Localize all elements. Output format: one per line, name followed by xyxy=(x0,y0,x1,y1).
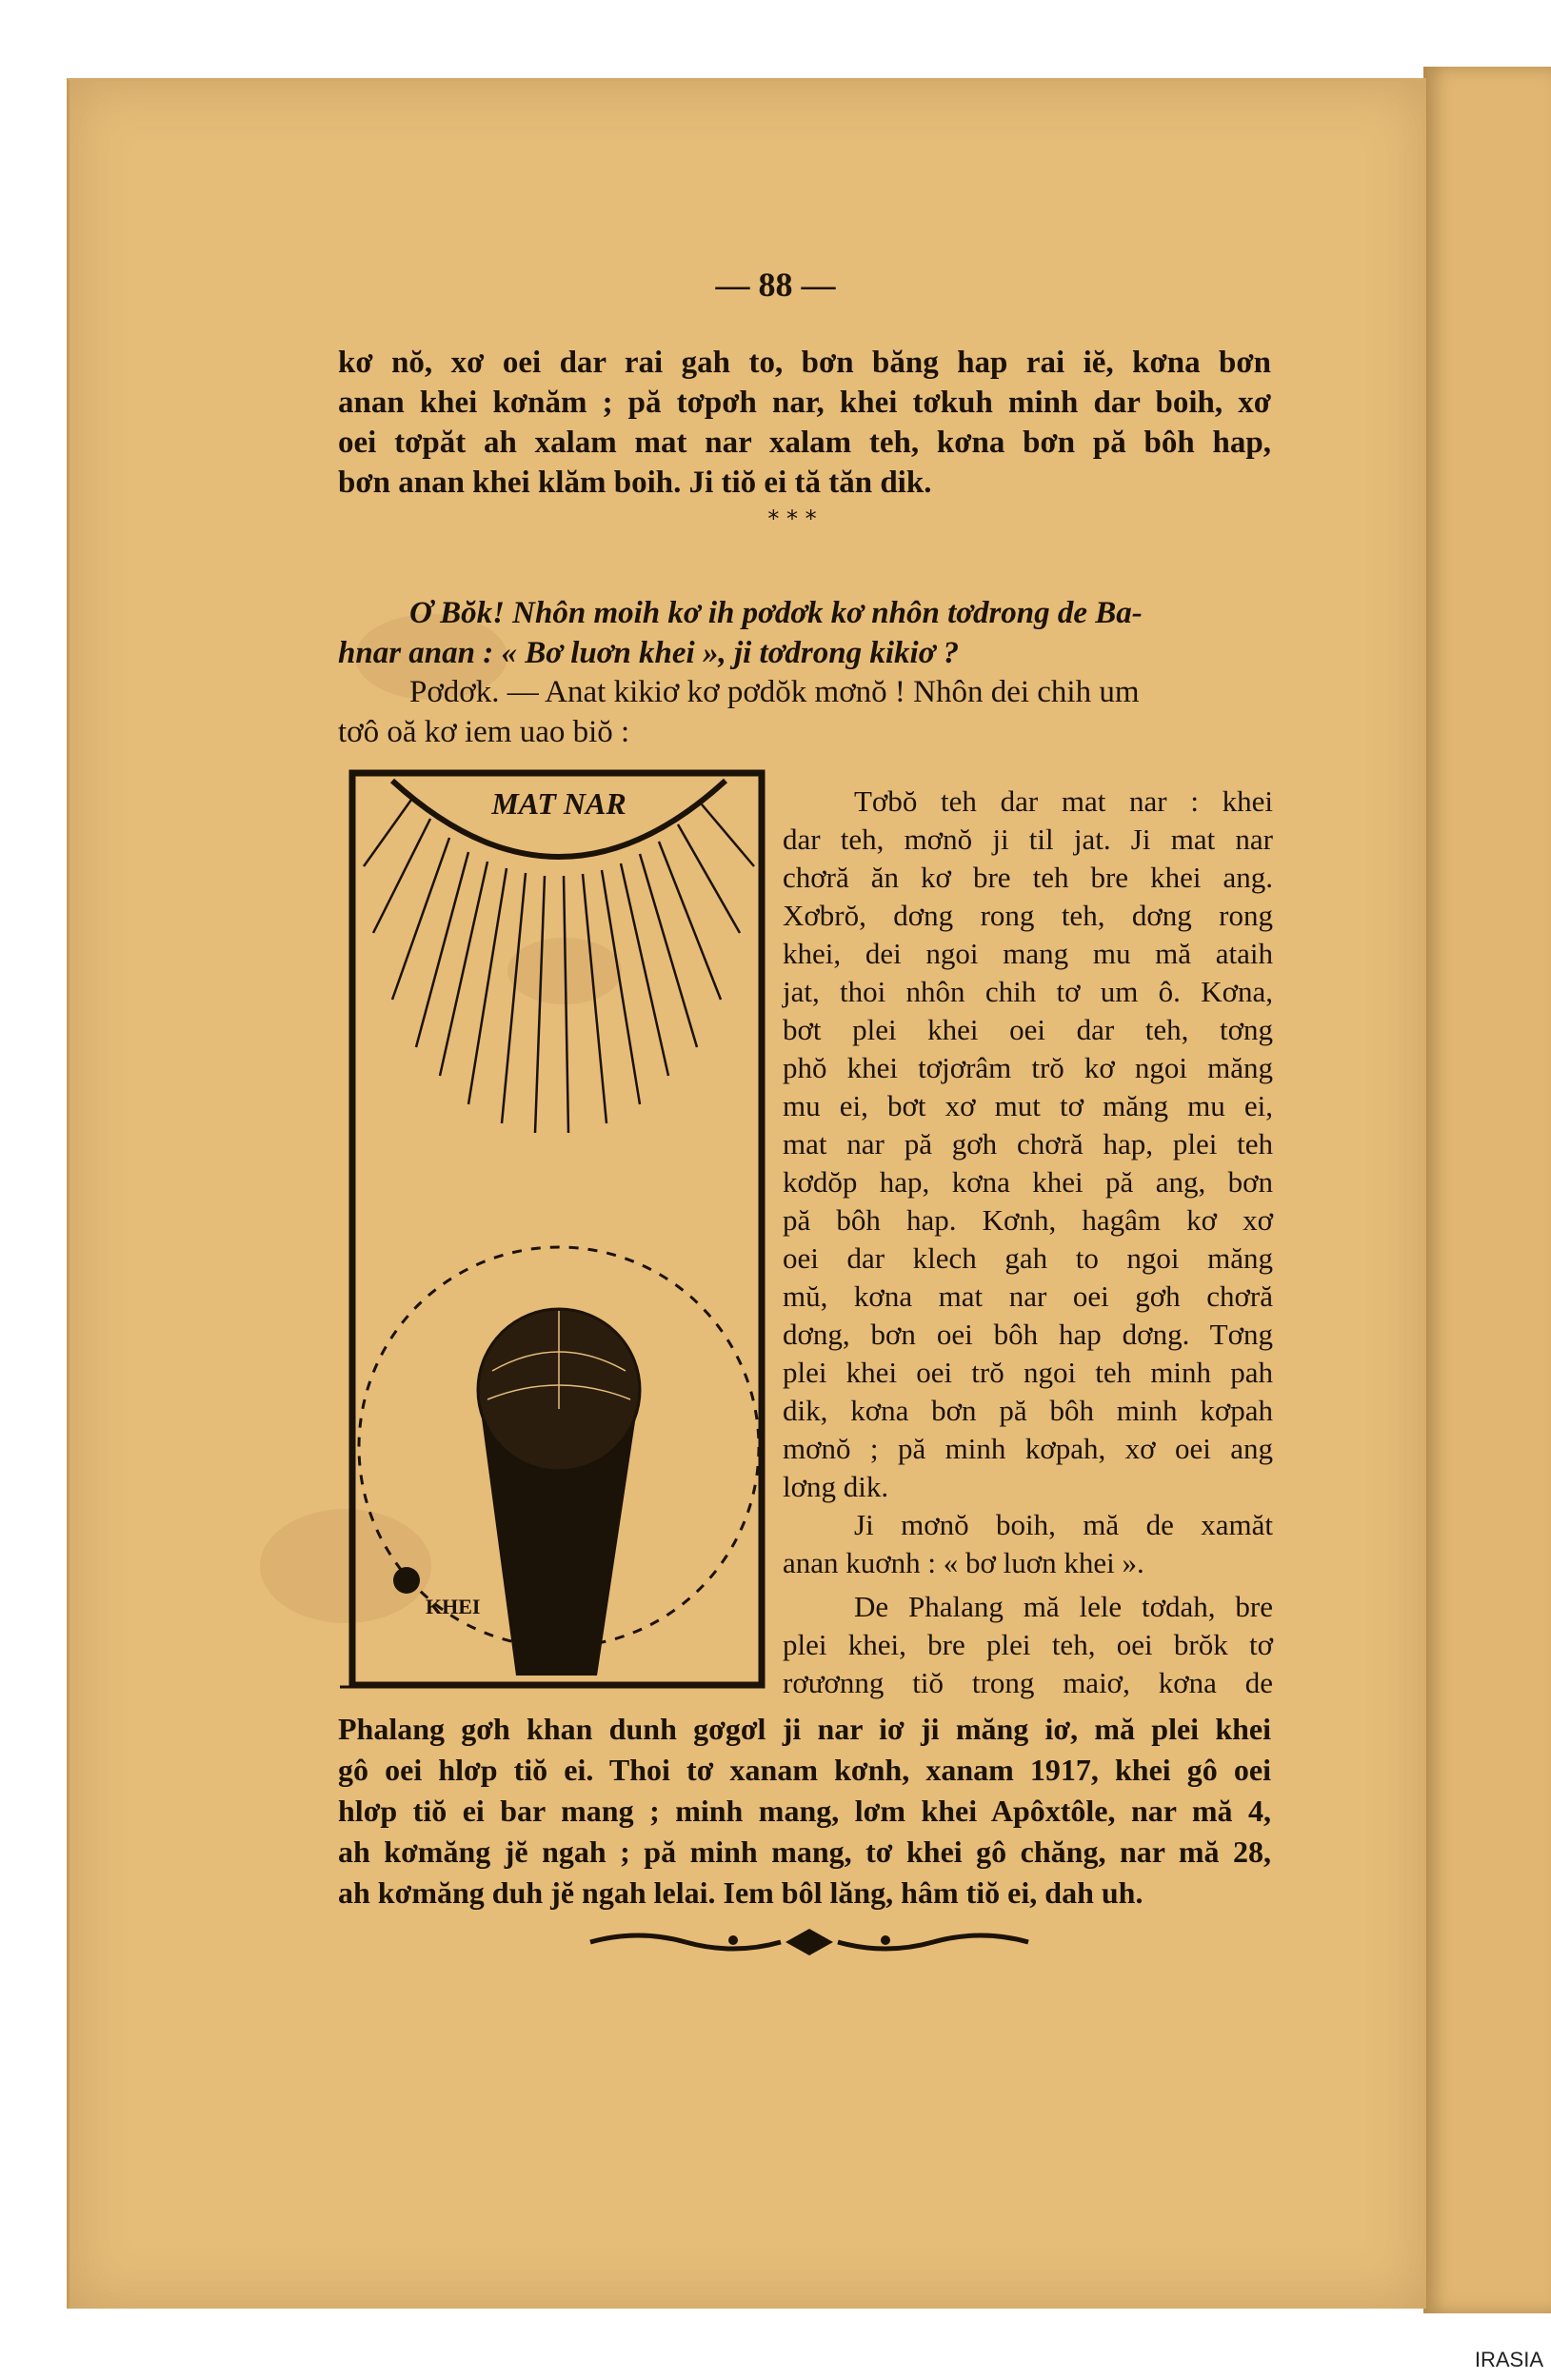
text-line: pă bôh hap. Kơnh, hagâm kơ xơ xyxy=(783,1203,1273,1237)
text-line: Phalang gơh khan dunh gơgơl ji nar iơ ji măng iơ, mă plei khei xyxy=(338,1712,1271,1746)
text-line: Xơbrŏ, dơng rong teh, dơng rong xyxy=(783,899,1273,932)
text-line: mơnŏ ; pă minh kơpah, xơ oei ang xyxy=(783,1432,1273,1465)
text-line: dar teh, mơnŏ ji til jat. Ji mat nar xyxy=(783,823,1273,856)
text-line: khei, dei ngoi mang mu mă ataih xyxy=(783,937,1273,970)
text-line: mat nar pă gơh chơră hap, plei teh xyxy=(783,1127,1273,1160)
text-line: mu ei, bơt xơ mut tơ măng mu ei, xyxy=(783,1089,1273,1122)
text-line: plei khei, bre plei teh, oei brŏk tơ xyxy=(783,1628,1273,1661)
text-line: anan khei kơnăm ; pă tơpơh nar, khei tơkuh minh dar boih, xơ xyxy=(338,386,1271,420)
text-line: gô oei hlơp tiŏ ei. Thoi tơ xanam kơnh, xanam 1917, khei gô oei xyxy=(338,1753,1271,1787)
text-line: oei tơpăt ah xalam mat nar xalam teh, kơna bơn pă bôh hap, xyxy=(338,426,1271,460)
text-line: chơră ăn kơ bre teh bre khei ang. xyxy=(783,861,1273,894)
explanation-column xyxy=(783,783,1273,1702)
text-line: lơng dik. xyxy=(783,1470,889,1503)
text-line: Ji mơnŏ boih, mă de xamăt xyxy=(854,1508,1273,1541)
text-line: bơn anan khei klăm boih. Ji tiŏ ei tă tăn dik. xyxy=(338,466,932,500)
text-line: hlơp tiŏ ei bar mang ; minh mang, lơm khei Apôxtôle, nar mă 4, xyxy=(338,1794,1271,1828)
text-line: Ơ Bŏk! Nhôn moih kơ ih pơdơk kơ nhôn tơdrong de Ba- xyxy=(409,596,1143,630)
text-line: De Phalang mă lele tơdah, bre xyxy=(854,1590,1273,1623)
text-line: ah kơmăng duh jĕ ngah lelai. Iem bôl lăng, hâm tiŏ ei, dah uh. xyxy=(338,1875,1143,1910)
text-line: bơt plei khei oei dar teh, tơng xyxy=(783,1013,1273,1046)
text-line: rơươnng tiŏ trong maiơ, kơna de xyxy=(783,1666,1273,1699)
decorative-ornament xyxy=(581,1921,1038,1959)
text-line: Pơdơk. — Anat kikiơ kơ pơdŏk mơnŏ ! Nhôn dei chih um xyxy=(409,675,1140,709)
text-line: mŭ, kơna mat nar oei gơh chơră xyxy=(783,1279,1273,1313)
text-line: Tơbŏ teh dar mat nar : khei xyxy=(854,784,1273,818)
sun-label: MAT NAR xyxy=(491,786,626,821)
lunar-eclipse-illustration xyxy=(335,762,773,1699)
watermark: IRASIA xyxy=(1474,2348,1543,2371)
text-line: anan kuơnh : « bơ luơn khei ». xyxy=(783,1546,1144,1579)
moon-icon xyxy=(393,1567,420,1594)
text-line: kơdŏp hap, kơna khei pă ang, bơn xyxy=(783,1165,1273,1199)
moon-label: KHEI xyxy=(426,1595,481,1618)
adjacent-page-edge xyxy=(1423,67,1551,2313)
text-line: kơ nŏ, xơ oei dar rai gah to, bơn băng hap rai iĕ, kơna bơn xyxy=(338,346,1271,380)
page-number: — 88 — xyxy=(715,266,836,304)
paragraph-intro xyxy=(338,343,1271,503)
text-line: dơng, bơn oei bôh hap dơng. Tơng xyxy=(783,1318,1273,1351)
sun-rays xyxy=(364,800,754,1133)
text-line: ah kơmăng jĕ ngah ; pă minh mang, tơ khei gô chăng, nar mă 28, xyxy=(338,1835,1271,1869)
text-line: dik, kơna bơn pă bôh minh kơpah xyxy=(783,1394,1273,1427)
answer-paragraph xyxy=(338,672,1271,752)
closing-paragraph xyxy=(338,1709,1271,1914)
question-paragraph xyxy=(338,593,1271,673)
text-line: phŏ khei tơjơrâm trŏ kơ ngoi măng xyxy=(783,1051,1273,1084)
text-line: tơô oă kơ iem uao biŏ : xyxy=(338,715,630,749)
text-line: oei dar klech gah to ngoi măng xyxy=(783,1241,1273,1275)
text-line: plei khei oei trŏ ngoi teh minh pah xyxy=(783,1356,1273,1389)
section-separator: * * * xyxy=(767,506,817,532)
text-line: jat, thoi nhôn chih tơ um ô. Kơna, xyxy=(783,975,1273,1008)
text-line: hnar anan : « Bơ luơn khei », ji tơdrong kikiơ ? xyxy=(338,636,960,670)
